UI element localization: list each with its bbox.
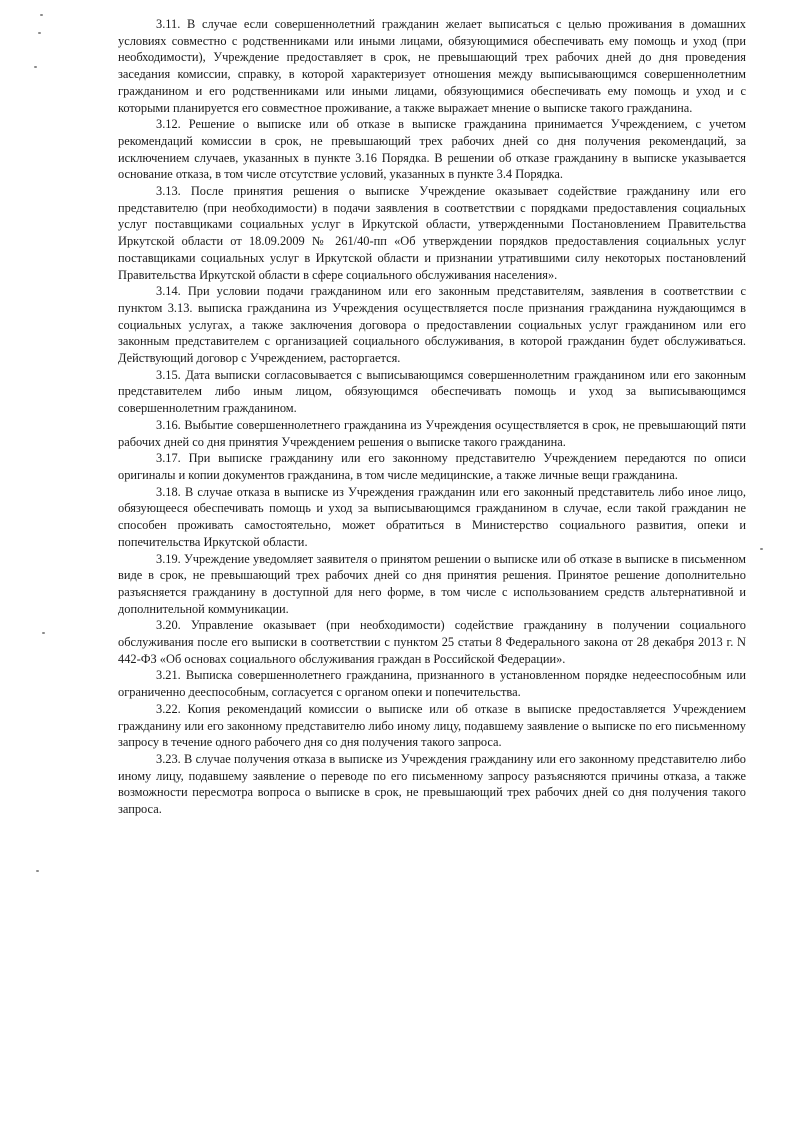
scan-speck xyxy=(40,14,43,16)
paragraph-3-19: 3.19. Учреждение уведомляет заявителя о принятом решении о выписке или об отказе в выписке в письменном виде в срок, не превышающий трех рабочих дней со дня принятия решения. Принятое решение дополнительно разъясняется гражданину в доступной для него форме, в том числе с использованием средств альтернативной и дополнительной коммуникации. xyxy=(118,551,746,616)
paragraph-3-13: 3.13. После принятия решения о выписке Учреждение оказывает содействие гражданину или его представителю (при необходимости) в подачи заявления в соответствии с порядками предоставления социальных услуг поставщиками социальных услуг в Иркутской области, утвержденными Постановлением Правительства Иркутской области от 18.09.2009 № 261/40-пп «Об утверждении порядков предоставления социальных услуг поставщиками социальных услуг в Иркутской области и признании утратившими силу некоторых постановлений Правительства Иркутской области в сфере социального обслуживания населения». xyxy=(118,184,746,282)
paragraph-3-11: 3.11. В случае если совершеннолетний гражданин желает выписаться с целью проживания в домашних условиях совместно с родственниками или иными лицами, обязующимися обеспечивать ему помощь и уход (при необходимости), Учреждение предоставляет в срок, не превышающий трех рабочих дней до дня проведения заседания комиссии, справку, в которой характеризует отношения между выписывающимся совершеннолетним гражданином и его родственниками или иными лицами, обязующимися обеспечивать ему помощь и уход и с которыми планируется его совместное проживание, а также выражает мнение о выписке такого гражданина. xyxy=(118,17,746,115)
paragraph-3-15: 3.15. Дата выписки согласовывается с выписывающимся совершеннолетним гражданином или его законным представителем либо иным лицом, обязующимся обеспечивать помощь и уход за выписывающимся совершеннолетним гражданином. xyxy=(118,367,746,416)
scan-speck xyxy=(38,32,41,34)
scan-speck xyxy=(760,548,763,550)
paragraph-3-16: 3.16. Выбытие совершеннолетнего гражданина из Учреждения осуществляется в срок, не превышающий пяти рабочих дней со дня принятия Учреждением решения о выписке такого гражданина. xyxy=(118,417,746,449)
paragraph-3-23: 3.23. В случае получения отказа в выписке из Учреждения гражданину или его законному представителю либо иному лицу, подавшему заявление о переводе по его письменному запросу разъясняются причины отказа, а также возможности пересмотра вопроса о выписке в срок, не превышающий трех рабочих дней со дня получения такого запроса. xyxy=(118,751,746,817)
scan-speck xyxy=(42,632,45,634)
paragraph-3-18: 3.18. В случае отказа в выписке из Учреждения гражданин или его законный представитель либо иное лицо, обязующееся обеспечивать помощь и уход за выписывающимся гражданином в случае, если такой гражданин не способен проживать самостоятельно, может обратиться в Министерство социального развития, опеки и попечительства Иркутской области. xyxy=(118,484,746,549)
paragraph-3-21: 3.21. Выписка совершеннолетнего гражданина, признанного в установленном порядке недееспособным или ограниченно дееспособным, согласуется с органом опеки и попечительства. xyxy=(118,668,746,700)
paragraph-3-17: 3.17. При выписке гражданину или его законному представителю Учреждением передаются по описи оригиналы и копии документов гражданина, в том числе медицинские, а также личные вещи гражданина. xyxy=(118,451,746,482)
paragraph-3-12: 3.12. Решение о выписке или об отказе в выписке гражданина принимается Учреждением, с учетом рекомендаций комиссии в срок, не превышающий трех рабочих дней со дня получения рекомендаций, за исключением случаев, указанных в пункте 3.16 Порядка. В решении об отказе гражданину в выписке указывается основание отказа, в том числе отсутствие условий, указанных в пункте 3.4 Порядка. xyxy=(118,117,746,182)
scan-speck xyxy=(34,66,37,68)
document-page xyxy=(118,16,746,818)
scan-speck xyxy=(36,870,39,872)
paragraph-3-22: 3.22. Копия рекомендаций комиссии о выписке или об отказе в выписке предоставляется Учреждением гражданину или его законному представителю либо иному лицу, подавшему заявление о выписке по его письменному запросу в течение одного рабочего дня со дня получения такого запроса. xyxy=(118,701,746,750)
paragraph-3-14: 3.14. При условии подачи гражданином или его законным представителям, заявления в соответствии с пунктом 3.13. выписка гражданина из Учреждения осуществляется после признания гражданина нуждающимся в социальных услугах, а также заключения договора о предоставлении социальных услуг гражданином или его законным представителем с организацией социального обслуживания, в которой гражданин будет обслуживаться. Действующий договор с Учреждением, расторгается. xyxy=(118,284,746,366)
paragraph-3-20: 3.20. Управление оказывает (при необходимости) содействие гражданину в получении социального обслуживания после его выписки в соответствии с пунктом 25 статьи 8 Федерального закона от 28 декабря 2013 г. N 442-ФЗ «Об основах социального обслуживания граждан в Российской Федерации». xyxy=(118,618,746,666)
